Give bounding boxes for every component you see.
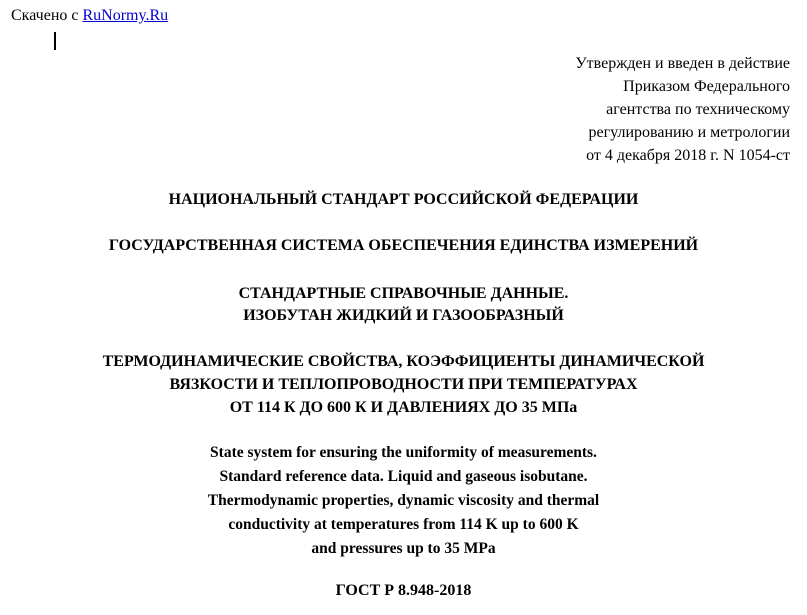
title-line: СТАНДАРТНЫЕ СПРАВОЧНЫЕ ДАННЫЕ. xyxy=(238,285,569,302)
title-line: State system for ensuring the uniformity of measurements. xyxy=(210,444,597,461)
properties-title xyxy=(0,350,807,419)
national-standard-title: НАЦИОНАЛЬНЫЙ СТАНДАРТ РОССИЙСКОЙ ФЕДЕРАЦИИ xyxy=(168,191,639,208)
source-line xyxy=(11,6,168,26)
source-link[interactable]: RuNormy.Ru xyxy=(82,7,169,24)
text-cursor xyxy=(54,32,56,50)
approval-line: Приказом Федерального xyxy=(623,78,790,95)
approval-line: агентства по техническому xyxy=(606,101,790,118)
standard-code: ГОСТ Р 8.948-2018 xyxy=(335,582,472,599)
english-title xyxy=(0,441,807,561)
title-line: ТЕРМОДИНАМИЧЕСКИЕ СВОЙСТВА, КОЭФФИЦИЕНТЫ ДИНАМИЧЕСКОЙ xyxy=(102,353,705,370)
title-line: conductivity at temperatures from 114 K up to 600 K xyxy=(228,516,579,533)
title-line: ВЯЗКОСТИ И ТЕПЛОПРОВОДНОСТИ ПРИ ТЕМПЕРАТУРАХ xyxy=(169,376,638,393)
title-line: and pressures up to 35 MPa xyxy=(311,540,496,557)
title-line: Thermodynamic properties, dynamic viscosity and thermal xyxy=(207,492,600,509)
approval-line: регулированию и метрологии xyxy=(588,124,790,141)
reference-data-title xyxy=(0,283,807,327)
title-line: Standard reference data. Liquid and gaseous isobutane. xyxy=(219,468,588,485)
measurement-system-title: ГОСУДАРСТВЕННАЯ СИСТЕМА ОБЕСПЕЧЕНИЯ ЕДИНСТВА ИЗМЕРЕНИЙ xyxy=(108,237,699,254)
source-prefix: Скачено с xyxy=(11,7,79,24)
approval-line: Утвержден и введен в действие xyxy=(575,55,790,72)
title-line: ОТ 114 К ДО 600 К И ДАВЛЕНИЯХ ДО 35 МПа xyxy=(229,399,578,416)
title-line: ИЗОБУТАН ЖИДКИЙ И ГАЗООБРАЗНЫЙ xyxy=(243,307,564,324)
approval-block xyxy=(575,52,790,167)
approval-line: от 4 декабря 2018 г. N 1054-ст xyxy=(586,147,790,164)
